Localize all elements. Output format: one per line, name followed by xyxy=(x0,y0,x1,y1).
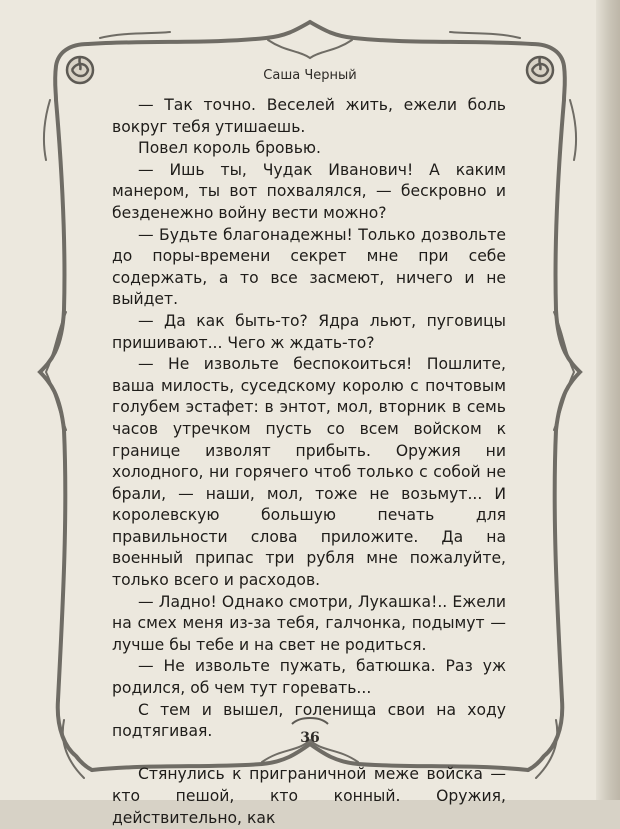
page-number: 36 xyxy=(300,730,320,746)
running-head-author: Саша Черный xyxy=(263,68,357,83)
paragraph: — Будьте благонадежны! Только дозвольте до поры-времени секрет мне при себе содержать, а то все засмеют, ничего и не выйдет. xyxy=(112,225,506,309)
paragraph: С тем и вышел, голенища свои на ходу подтягивая. xyxy=(112,700,506,741)
paragraph: Стянулись к приграничной меже войска — кто пешой, кто конный. Оружия, действительно, как xyxy=(112,765,506,827)
paragraph: — Ишь ты, Чудак Иванович! А каким манером, ты вот похвалялся, — бескровно и безденежно войну вести можно? xyxy=(112,160,506,222)
paragraph: — Так точно. Веселей жить, ежели боль вокруг тебя утишаешь. xyxy=(112,96,506,136)
paragraph: Повел король бровью. xyxy=(138,139,322,158)
paragraph: — Ладно! Однако смотри, Лукашка!.. Ежели на смех меня из-за тебя, галчонка, подымут — лучше бы тебе и на свет не родиться. xyxy=(112,592,506,654)
book-spine-shadow xyxy=(596,0,620,800)
body-text xyxy=(112,95,506,829)
paragraph: — Не извольте пужать, батюшка. Раз уж родился, об чем тут горевать... xyxy=(112,657,506,698)
paragraph: — Да как быть-то? Ядра льют, пуговицы пришивают... Чего ж ждать-то? xyxy=(112,311,506,352)
paragraph: — Не извольте беспокоиться! Пошлите, ваша милость, суседскому королю с почтовым голубем эстафет: в энтот, мол, вторник в семь часов утречком пусть со всем войском к границе изволят прибыть. Оружия ни холодного, ни горячего чтоб только с собой не брали, — наши, мол, тоже не возьмут... И королевскую большую печать для правильности слова приложите. Да на военный припас три рубля мне пожалуйте, только всего и расходов. xyxy=(112,355,506,590)
